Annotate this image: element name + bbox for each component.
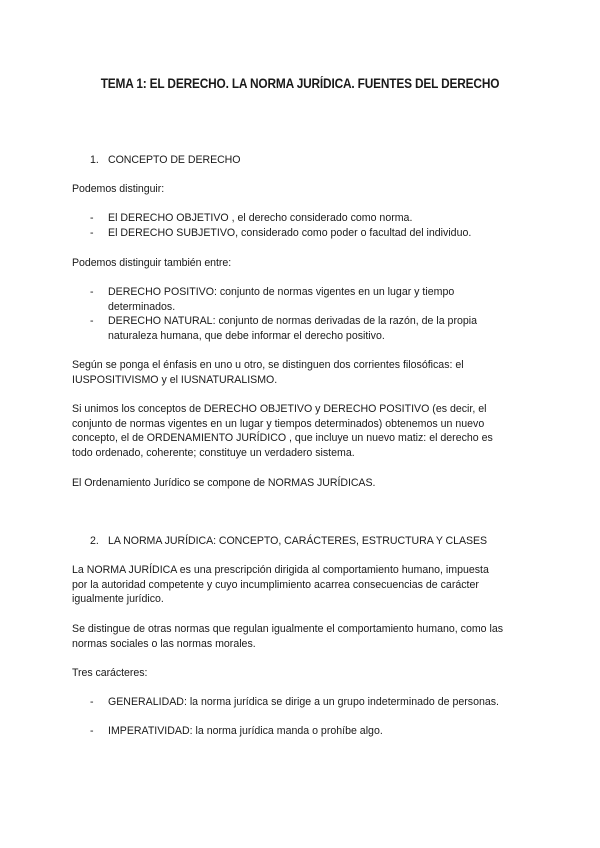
section-2-heading: LA NORMA JURÍDICA: CONCEPTO, CARÁCTERES, ESTRUCTURA Y CLASES	[108, 535, 488, 547]
paragraph	[72, 622, 532, 651]
section-1-number: 1.	[90, 154, 99, 166]
list-item	[108, 314, 528, 343]
list-item-line: El DERECHO SUBJETIVO, considerado como poder o facultad del individuo.	[108, 227, 472, 239]
paragraph-line: todo ordenado, coherente; constituye un verdadero sistema.	[72, 446, 355, 459]
list-item	[108, 211, 528, 226]
list-item-line: determinados.	[108, 300, 176, 313]
section-2-number: 2.	[90, 535, 99, 547]
paragraph-line: conjunto de normas vigentes en un lugar y tiempos determinados) obtenemos un nuevo	[72, 417, 485, 430]
list-bullet: -	[90, 286, 94, 298]
section-1-intro: Podemos distinguir:	[72, 183, 165, 195]
paragraph	[72, 402, 532, 460]
paragraph-line: La NORMA JURÍDICA es una prescripción dirigida al comportamiento humano, impuesta	[72, 564, 489, 576]
list-bullet: -	[90, 227, 94, 239]
paragraph-line: normas sociales o las normas morales.	[72, 637, 256, 650]
section-1-intro-2: Podemos distinguir también entre:	[72, 257, 232, 269]
list-item	[108, 695, 528, 710]
list-item-line: DERECHO NATURAL: conjunto de normas derivadas de la razón, de la propia	[108, 315, 477, 327]
list-bullet: -	[90, 212, 94, 224]
paragraph-line: Según se ponga el énfasis en uno u otro, se distinguen dos corrientes filosóficas: el	[72, 359, 464, 371]
list-item-line: naturaleza humana, que debe informar el derecho positivo.	[108, 329, 385, 342]
paragraph-line: Si unimos los conceptos de DERECHO OBJETIVO y DERECHO POSITIVO (es decir, el	[72, 403, 487, 415]
paragraph-line: IUSPOSITIVISMO y el IUSNATURALISMO.	[72, 373, 278, 386]
list-bullet: -	[90, 725, 94, 737]
list-item-line: GENERALIDAD: la norma jurídica se dirige a un grupo indeterminado de personas.	[108, 696, 499, 708]
list-item-line: DERECHO POSITIVO: conjunto de normas vigentes en un lugar y tiempo	[108, 286, 455, 298]
paragraph	[72, 563, 532, 607]
list-item-line: IMPERATIVIDAD: la norma jurídica manda o prohíbe algo.	[108, 725, 383, 737]
section-2-intro: Tres carácteres:	[72, 667, 148, 679]
paragraph: El Ordenamiento Jurídico se compone de NORMAS JURÍDICAS.	[72, 477, 376, 489]
list-item	[108, 285, 528, 314]
list-item-line: El DERECHO OBJETIVO , el derecho considerado como norma.	[108, 212, 413, 224]
list-item	[108, 226, 528, 241]
list-bullet: -	[90, 696, 94, 708]
paragraph-line: Se distingue de otras normas que regulan igualmente el comportamiento humano, como las	[72, 623, 504, 635]
paragraph-line: por la autoridad competente y cuyo incumplimiento acarrea consecuencias de carácter	[72, 578, 479, 591]
section-1-heading: CONCEPTO DE DERECHO	[108, 154, 241, 166]
paragraph-line: concepto, el de ORDENAMIENTO JURÍDICO , que incluye un nuevo matiz: el derecho es	[72, 432, 493, 445]
paragraph	[72, 358, 532, 387]
document-title: TEMA 1: EL DERECHO. LA NORMA JURÍDICA. FUENTES DEL DERECHO	[100, 76, 500, 91]
list-item	[108, 724, 528, 739]
list-bullet: -	[90, 315, 94, 327]
paragraph-line: igualmente jurídico.	[72, 593, 164, 606]
